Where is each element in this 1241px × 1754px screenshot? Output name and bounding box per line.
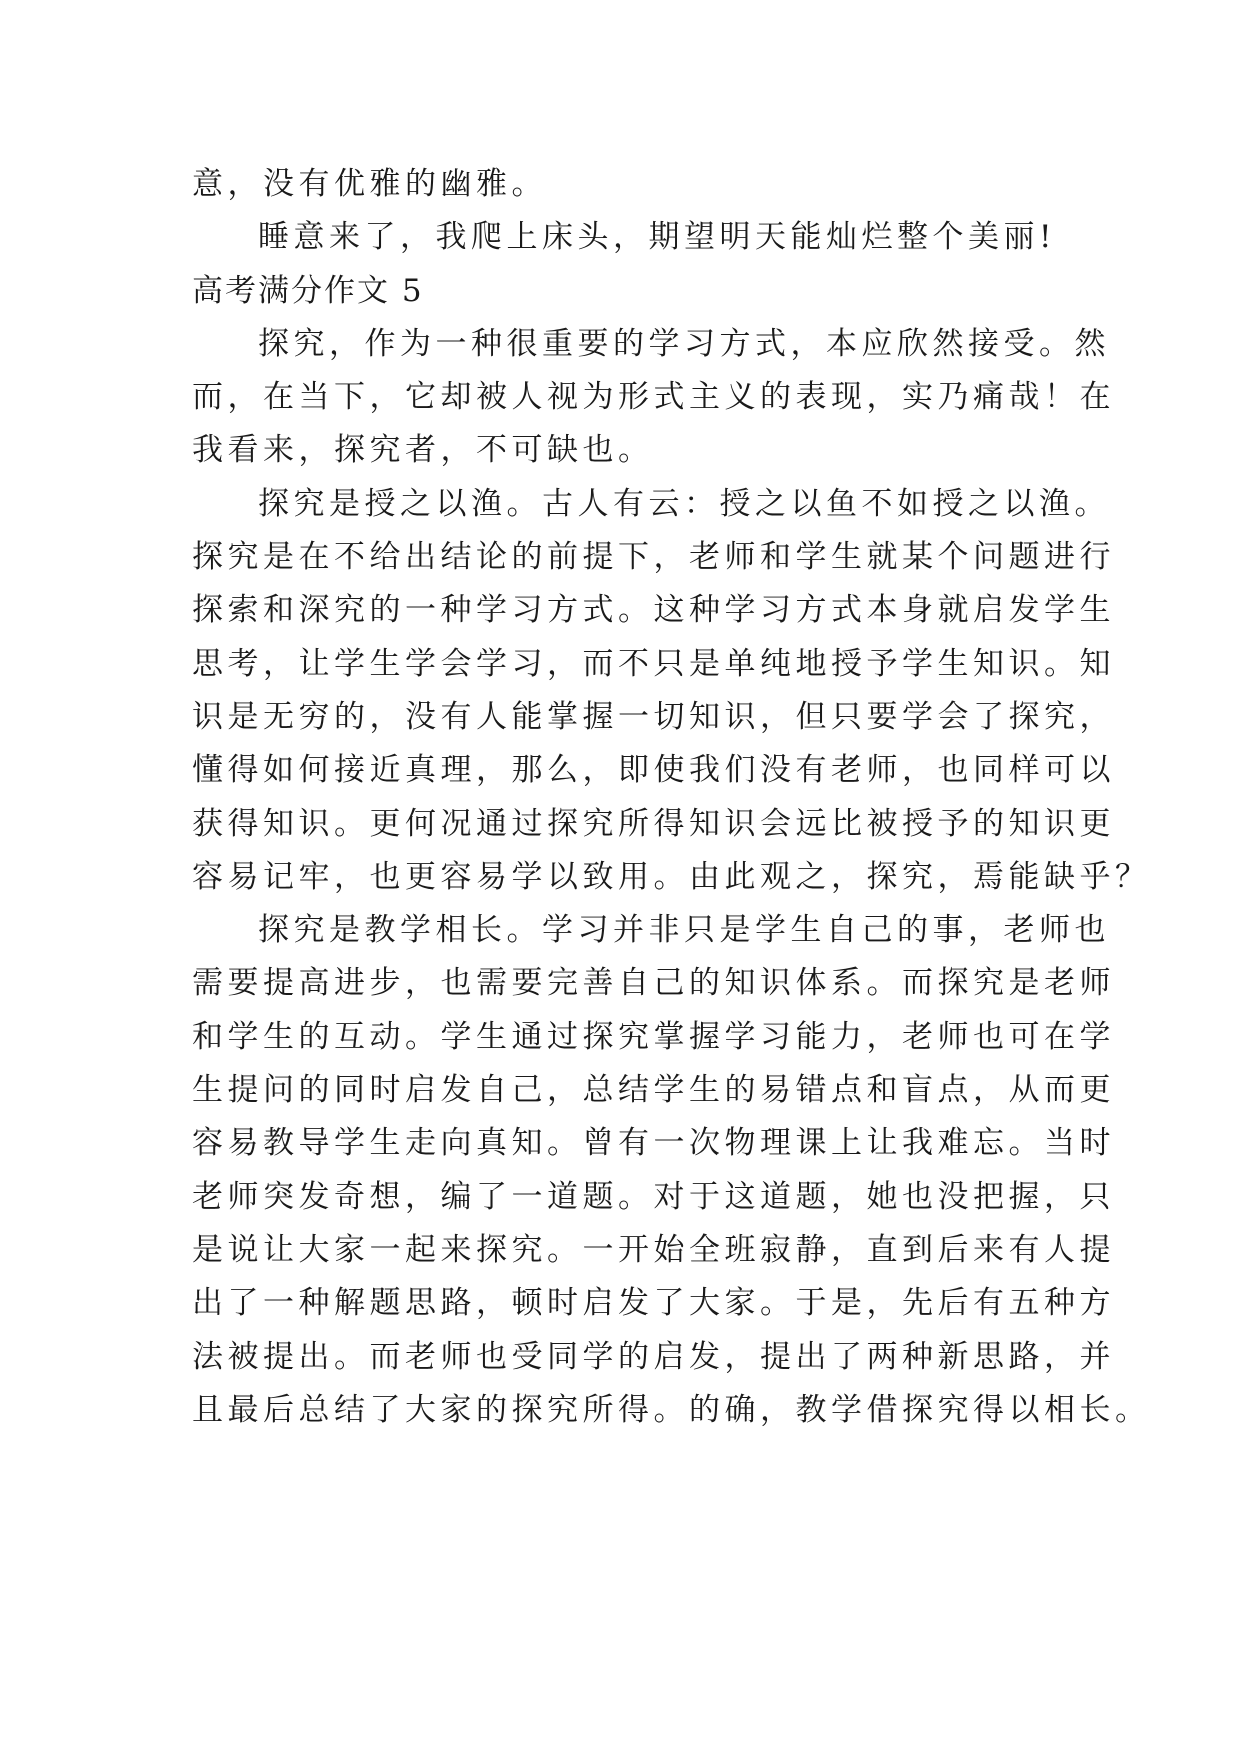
text-line: 探究是教学相长。学习并非只是学生自己的事，老师也	[258, 912, 1110, 949]
document-body	[192, 158, 1151, 1437]
text-line: 我看来，探究者，不可缺也。	[192, 432, 654, 469]
text-line: 探索和深究的一种学习方式。这种学习方式本身就启发学生	[192, 592, 1115, 629]
text-line: 且最后总结了大家的探究所得。的确，教学借探究得以相长。	[192, 1391, 1151, 1428]
text-line: 获得知识。更何况通过探究所得知识会远比被授予的知识更	[192, 805, 1115, 842]
text-line: 探究是在不给出结论的前提下，老师和学生就某个问题进行	[192, 539, 1115, 576]
text-line: 容易记牢，也更容易学以致用。由此观之，探究，焉能缺乎？	[192, 858, 1151, 895]
text-line: 和学生的互动。学生通过探究掌握学习能力，老师也可在学	[192, 1018, 1115, 1055]
section-heading: 高考满分作文 5	[192, 272, 424, 309]
text-line: 探究，作为一种很重要的学习方式，本应欣然接受。然	[258, 325, 1110, 362]
text-line: 睡意来了，我爬上床头，期望明天能灿烂整个美丽!	[258, 219, 1056, 256]
text-line: 识是无穷的，没有人能掌握一切知识，但只要学会了探究，	[192, 698, 1115, 735]
text-line: 意，没有优雅的幽雅。	[192, 166, 547, 202]
text-line: 需要提高进步，也需要完善自己的知识体系。而探究是老师	[192, 965, 1115, 1002]
text-line: 法被提出。而老师也受同学的启发，提出了两种新思路，并	[192, 1338, 1115, 1375]
text-line: 容易教导学生走向真知。曾有一次物理课上让我难忘。当时	[192, 1125, 1115, 1162]
text-line: 而，在当下，它却被人视为形式主义的表现，实乃痛哉！在	[192, 379, 1115, 416]
text-line: 探究是授之以渔。古人有云：授之以鱼不如授之以渔。	[258, 485, 1110, 522]
text-line: 思考，让学生学会学习，而不只是单纯地授予学生知识。知	[192, 645, 1115, 682]
text-line: 懂得如何接近真理，那么，即使我们没有老师，也同样可以	[192, 752, 1115, 789]
text-line: 老师突发奇想，编了一道题。对于这道题，她也没把握，只	[192, 1178, 1115, 1215]
text-line: 出了一种解题思路，顿时启发了大家。于是，先后有五种方	[192, 1285, 1115, 1322]
text-line: 生提问的同时启发自己，总结学生的易错点和盲点，从而更	[192, 1072, 1115, 1109]
text-line: 是说让大家一起来探究。一开始全班寂静，直到后来有人提	[192, 1231, 1115, 1268]
